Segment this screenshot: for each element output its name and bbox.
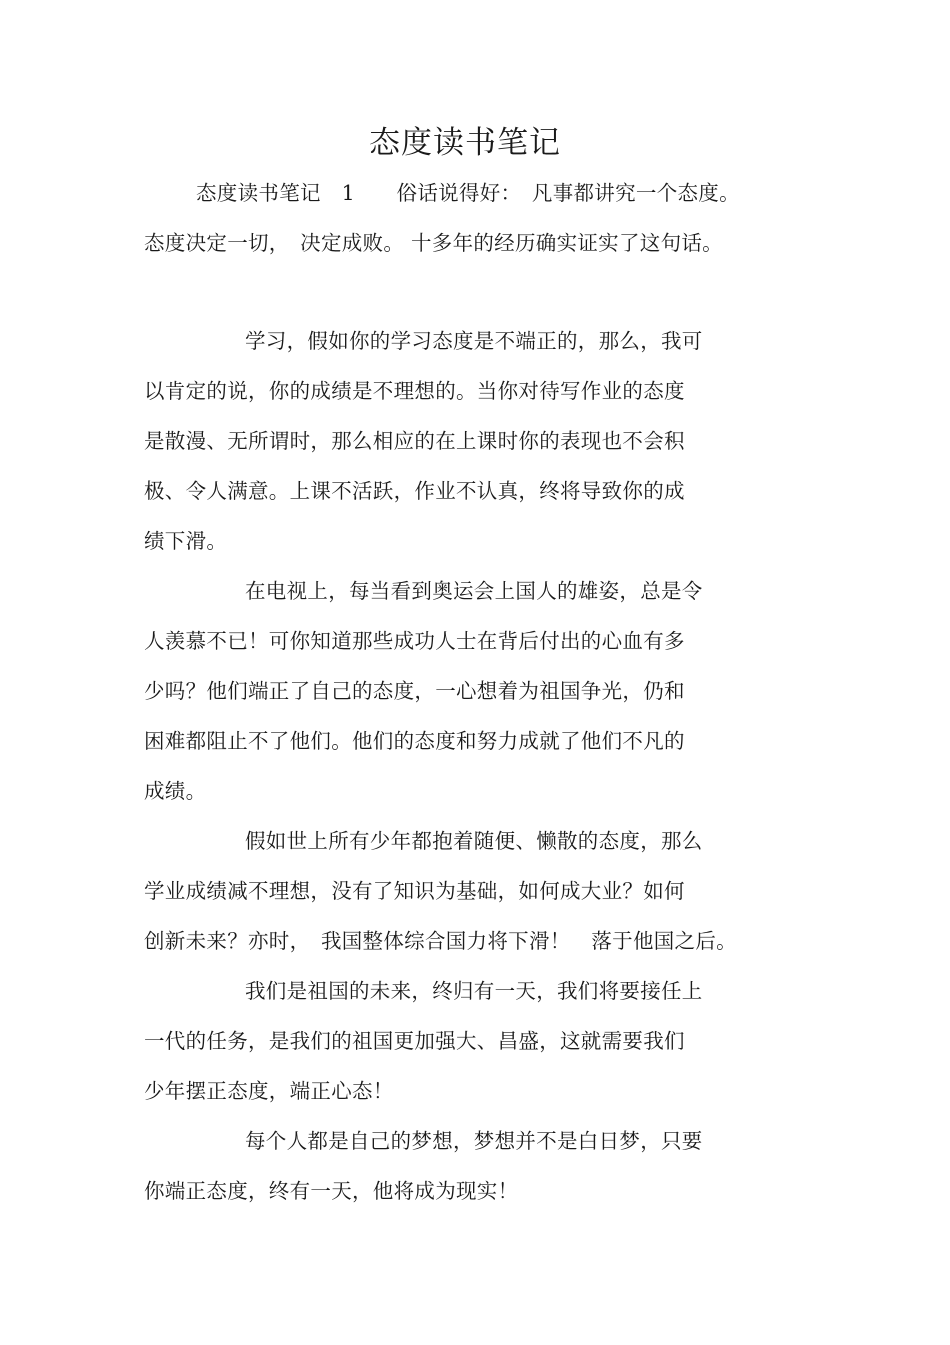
intro-line: 态度读书笔记 1 俗话说得好： 凡事都讲究一个态度。 [196,181,740,205]
paragraph-line: 学习，假如你的学习态度是不端正的，那么，我可 [245,329,703,353]
paragraph-line: 人羡慕不已！可你知道那些成功人士在背后付出的心血有多 [144,629,685,653]
paragraph-line: 创新未来？亦时， 我国整体综合国力将下滑！ 落于他国之后。 [144,929,737,953]
paragraph-line: 你端正态度，终有一天，他将成为现实！ [144,1179,519,1203]
document-title: 态度读书笔记 [369,125,561,161]
paragraph-line: 以肯定的说，你的成绩是不理想的。当你对待写作业的态度 [144,379,685,403]
paragraph-line: 绩下滑。 [144,529,228,553]
paragraph-line: 假如世上所有少年都抱着随便、懒散的态度，那么 [245,829,703,853]
paragraph-line: 少吗？他们端正了自己的态度，一心想着为祖国争光，仍和 [144,679,685,703]
paragraph-line: 在电视上，每当看到奥运会上国人的雄姿，总是令 [245,579,703,603]
paragraph-line: 极、令人满意。上课不活跃，作业不认真，终将导致你的成 [144,479,685,503]
intro-line: 态度决定一切， 决定成败。 十多年的经历确实证实了这句话。 [144,231,723,255]
paragraph-line: 我们是祖国的未来，终归有一天，我们将要接任上 [245,979,703,1003]
paragraph-line: 每个人都是自己的梦想，梦想并不是白日梦，只要 [245,1129,703,1153]
paragraph-line: 学业成绩减不理想，没有了知识为基础，如何成大业？如何 [144,879,685,903]
paragraph-line: 少年摆正态度，端正心态！ [144,1079,394,1103]
paragraph-line: 成绩。 [144,779,207,803]
paragraph-line: 一代的任务，是我们的祖国更加强大、昌盛，这就需要我们 [144,1029,685,1053]
paragraph-line: 是散漫、无所谓时，那么相应的在上课时你的表现也不会积 [144,429,685,453]
paragraph-line: 困难都阻止不了他们。他们的态度和努力成就了他们不凡的 [144,729,685,753]
